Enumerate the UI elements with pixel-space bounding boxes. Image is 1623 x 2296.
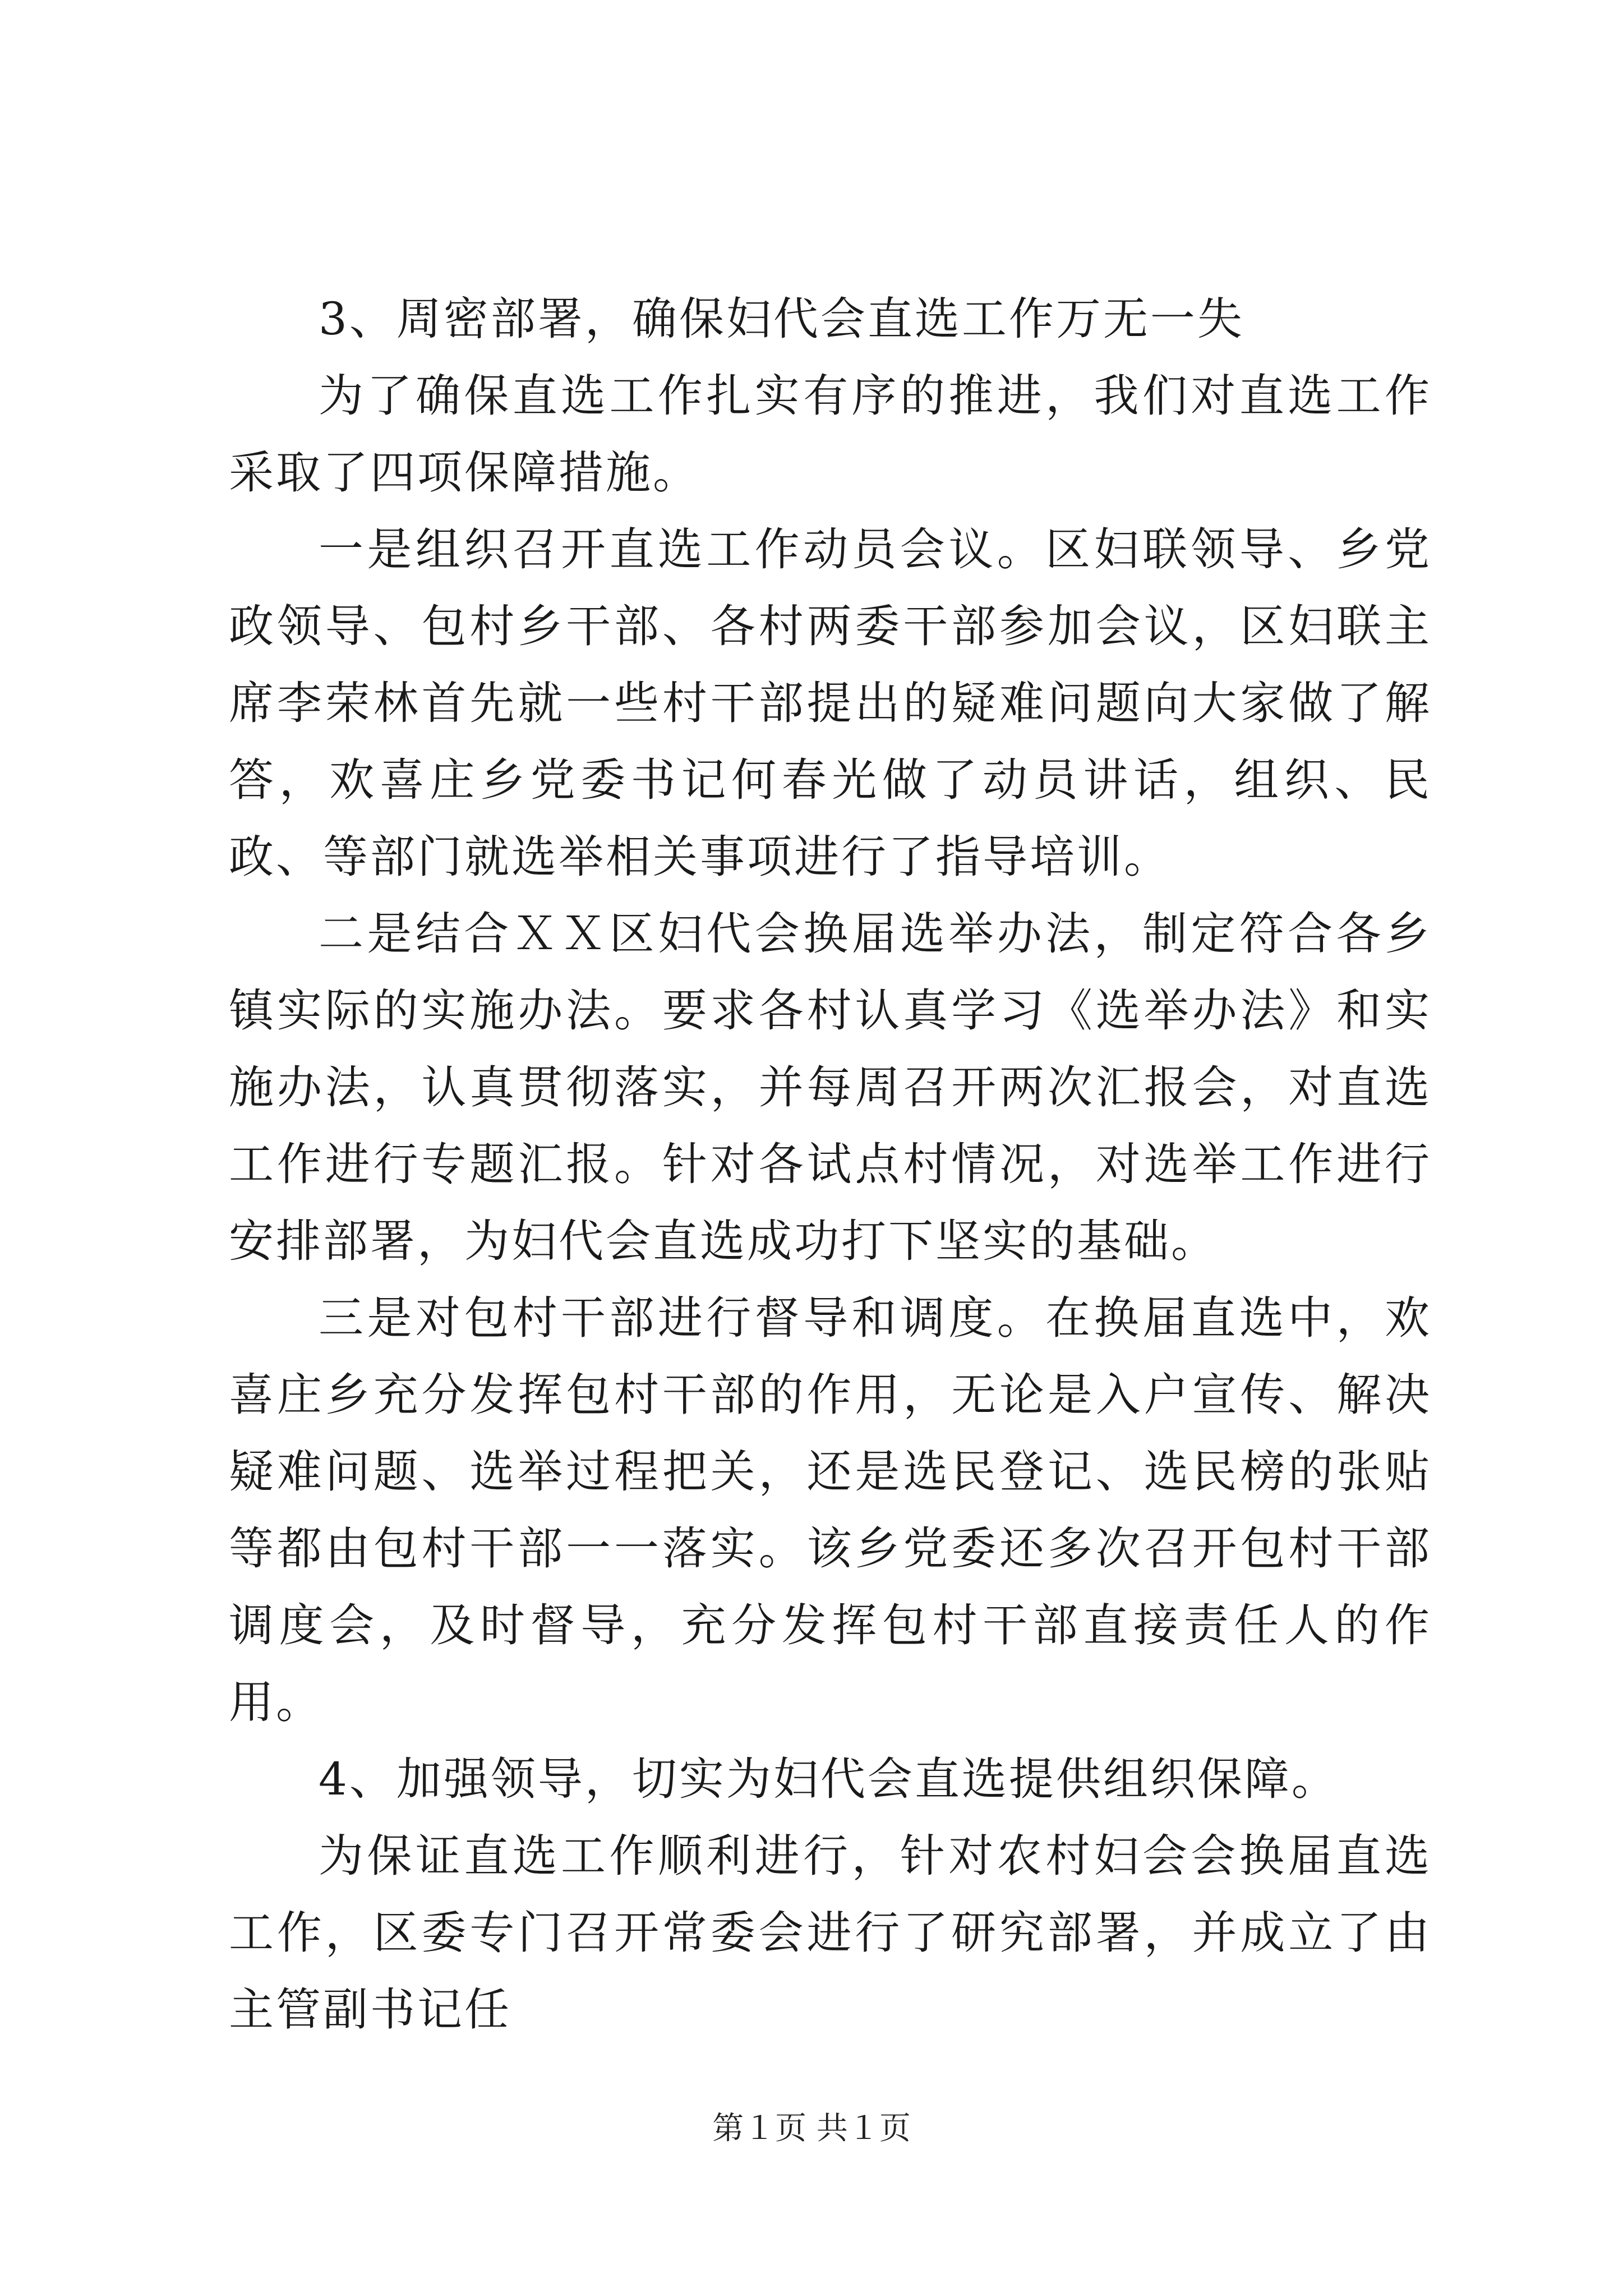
section-heading-3: 3、周密部署，确保妇代会直选工作万无一失	[319, 293, 1244, 345]
paragraph-leadership: 为保证直选工作顺利进行，针对农村妇会会换届直选工作，区委专门召开常委会进行了研究部署，并成立了由主管副书记任	[229, 1830, 1432, 2036]
paragraph-measure-3: 三是对包村干部进行督导和调度。在换届直选中，欢喜庄乡充分发挥包村干部的作用，无论是入户宣传、解决疑难问题、选举过程把关，还是选民登记、选民榜的张贴等都由包村干部一一落实。该乡党委还多次召开包村干部调度会，及时督导，充分发挥包村干部直接责任人的作用。	[229, 1292, 1432, 1728]
page-number-label: 第１页 共１页	[712, 2110, 911, 2147]
section-heading-4: 4、加强领导，切实为妇代会直选提供组织保障。	[319, 1753, 1339, 1805]
page-footer	[0, 2109, 1623, 2148]
paragraph-measure-2: 二是结合ＸＸ区妇代会换届选举办法，制定符合各乡镇实际的实施办法。要求各村认真学习《选举办法》和实施办法，认真贯彻落实，并每周召开两次汇报会，对直选工作进行专题汇报。针对各试点村情况，对选举工作进行安排部署，为妇代会直选成功打下坚实的基础。	[229, 908, 1432, 1267]
paragraph-intro: 为了确保直选工作扎实有序的推进，我们对直选工作采取了四项保障措施。	[229, 370, 1432, 499]
document-body	[229, 280, 1432, 2048]
paragraph-measure-1: 一是组织召开直选工作动员会议。区妇联领导、乡党政领导、包村乡干部、各村两委干部参加会议，区妇联主席李荣林首先就一些村干部提出的疑难问题向大家做了解答，欢喜庄乡党委书记何春光做了动员讲话，组织、民政、等部门就选举相关事项进行了指导培训。	[229, 523, 1432, 883]
